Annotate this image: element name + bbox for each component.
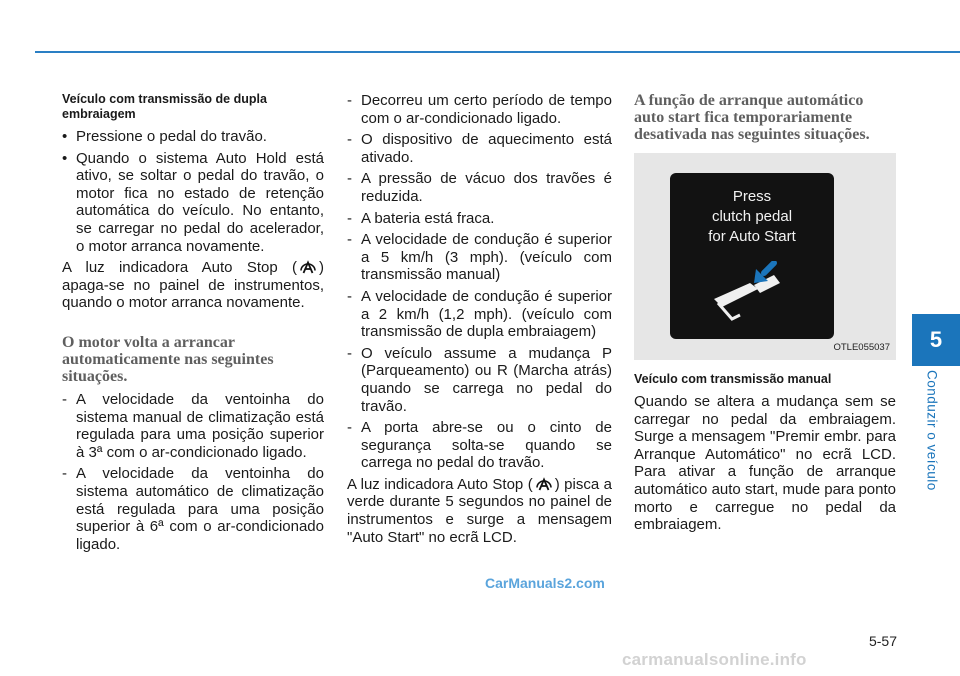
subheading-dual-clutch: Veículo com transmissão de dupla embraiagem (62, 92, 267, 121)
dash-list (62, 391, 324, 553)
list-item: - A velocidade da ventoinha do sistema manual de climatização está regulada para uma posição superior à 3ª com o ar-condicionado ligado. (62, 390, 324, 461)
image-caption: OTLE055037 (833, 342, 890, 354)
list-item: • Pressione o pedal do travão. (62, 128, 267, 145)
manual-transmission-paragraph: Quando se altera a mudança sem se carregar no pedal da embraiagem. Surge a mensagem "Premir embr. para Arranque Automático" no ecrã LCD. Para ativar a função de arranque automático auto start, mude para ponto morto e carregue no pedal da embraiagem. (634, 393, 896, 534)
column-3 (634, 92, 896, 534)
clutch-pedal-icon (702, 261, 802, 323)
list-item: - Decorreu um certo período de tempo com o ar-condicionado ligado. (347, 92, 612, 127)
page-number: 5-57 (868, 633, 897, 649)
top-rule (35, 51, 960, 53)
list-item: - A pressão de vácuo dos travões é reduzida. (347, 170, 612, 205)
section-heading-restart: O motor volta a arrancar automaticamente nas seguintes situações. (62, 333, 274, 385)
list-item: - A velocidade da ventoinha do sistema automático de climatização está regulada para uma posição superior à 6ª com o ar-condicionado ligado. (62, 465, 324, 553)
bullet-list (62, 128, 324, 255)
lcd-illustration (634, 153, 896, 360)
list-item: - A velocidade de condução é superior a 2 km/h (1,2 mph). (veículo com transmissão de dupla embraiagem) (347, 287, 612, 341)
list-item: - A bateria está fraca. (347, 209, 495, 227)
list-item: - A velocidade de condução é superior a 5 km/h (3 mph). (veículo com transmissão manual) (347, 231, 612, 284)
watermark-footer[interactable]: carmanualsonline.info (622, 650, 807, 669)
auto-start-indicator-paragraph: A luz indicadora Auto Stop ( ) pisca a verde durante 5 segundos no painel de instrumentos e surge a mensagem "Auto Start" no ecrã LCD. (347, 475, 612, 546)
auto-stop-indicator-icon (533, 476, 555, 491)
list-item: - A porta abre-se ou o cinto de segurança solta-se quando se carrega no pedal do travão. (347, 419, 612, 472)
subheading-manual: Veículo com transmissão manual (634, 372, 832, 386)
lcd-message: Press clutch pedal for Auto Start (708, 188, 796, 245)
chapter-tab: 5 (912, 314, 960, 366)
column-1 (62, 92, 324, 557)
chapter-title: Conduzir o veículo (924, 369, 940, 491)
list-item: - O dispositivo de aquecimento está ativado. (347, 131, 612, 166)
watermark-center[interactable]: CarManuals2.com (485, 575, 605, 591)
lcd-screen (670, 173, 834, 339)
section-heading-disabled: A função de arranque automático auto start fica temporariamente desativada nas seguintes situações. (634, 92, 870, 143)
dash-list (347, 92, 612, 472)
list-item: - O veículo assume a mudança P (Parqueamento) ou R (Marcha atrás) quando se carrega no pedal do travão. (347, 344, 612, 415)
list-item: • Quando o sistema Auto Hold está ativo, se soltar o pedal do travão, o motor fica no estado de retenção automática do veículo. No entanto, se carregar no pedal do acelerador, o motor arranca novamente. (62, 149, 324, 255)
auto-stop-indicator-icon (297, 259, 319, 274)
auto-stop-indicator-paragraph: A luz indicadora Auto Stop ( ) apaga-se no painel de instrumentos, quando o motor arranca novamente. (62, 259, 324, 312)
column-2 (347, 92, 612, 546)
